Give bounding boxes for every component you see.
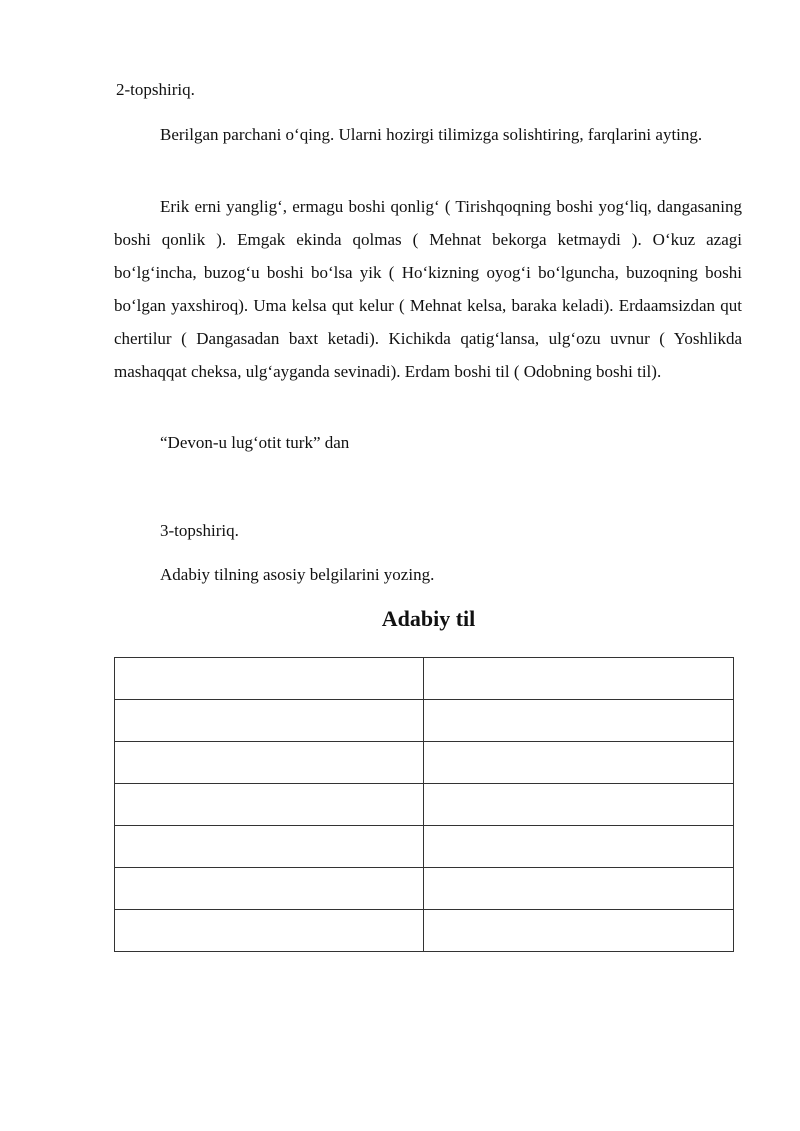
table-cell[interactable] — [424, 700, 734, 742]
table-cell[interactable] — [115, 826, 424, 868]
table-cell[interactable] — [424, 868, 734, 910]
table-cell[interactable] — [424, 826, 734, 868]
table-cell[interactable] — [115, 742, 424, 784]
task3-title: 3-topshiriq. — [160, 521, 239, 540]
table-row — [115, 700, 734, 742]
table-row — [115, 826, 734, 868]
table-row — [115, 910, 734, 952]
answer-table-body — [115, 658, 734, 952]
table-heading: Adabiy til — [381, 606, 476, 631]
table-cell[interactable] — [424, 784, 734, 826]
task3-instruction: Adabiy tilning asosiy belgilarini yozing. — [160, 565, 435, 584]
task2-source: “Devon-u lug‘otit turk” dan — [160, 433, 350, 452]
table-row — [115, 742, 734, 784]
task2-passage: Erik erni yanglig‘, ermagu boshi qonlig‘ ( Tirishqoqning boshi yog‘liq, dangasaning boshi qonlik ). Emgak ekinda qolmas ( Mehnat bekorga ketmaydi ). O‘kuz azagi bo‘lg‘incha, buzog‘u boshi bo‘lsa yik ( Ho‘kizning oyog‘i bo‘lguncha, buzoqning boshi bo‘lgan yaxshiroq). Uma kelsa qut kelur ( Mehnat kelsa, baraka keladi). Erdaamsizdan qut chertilur ( Dangasadan baxt ketadi). Kichikda qatig‘lansa, ulg‘ozu uvnur ( Yoshlikda mashaqqat cheksa, ulg‘ayganda sevinadi). Erdam boshi til ( Odobning boshi til). — [114, 197, 742, 381]
table-row — [115, 784, 734, 826]
table-cell[interactable] — [115, 784, 424, 826]
table-cell[interactable] — [115, 868, 424, 910]
table-cell[interactable] — [115, 910, 424, 952]
table-cell[interactable] — [424, 658, 734, 700]
table-cell[interactable] — [115, 658, 424, 700]
table-cell[interactable] — [424, 910, 734, 952]
task2-title: 2-topshiriq. — [116, 80, 195, 99]
table-cell[interactable] — [115, 700, 424, 742]
table-row — [115, 658, 734, 700]
table-row — [115, 868, 734, 910]
task2-instruction: Berilgan parchani o‘qing. Ularni hozirgi tilimizga solishtiring, farqlarini ayting. — [160, 125, 703, 144]
table-cell[interactable] — [424, 742, 734, 784]
answer-table — [114, 657, 734, 952]
